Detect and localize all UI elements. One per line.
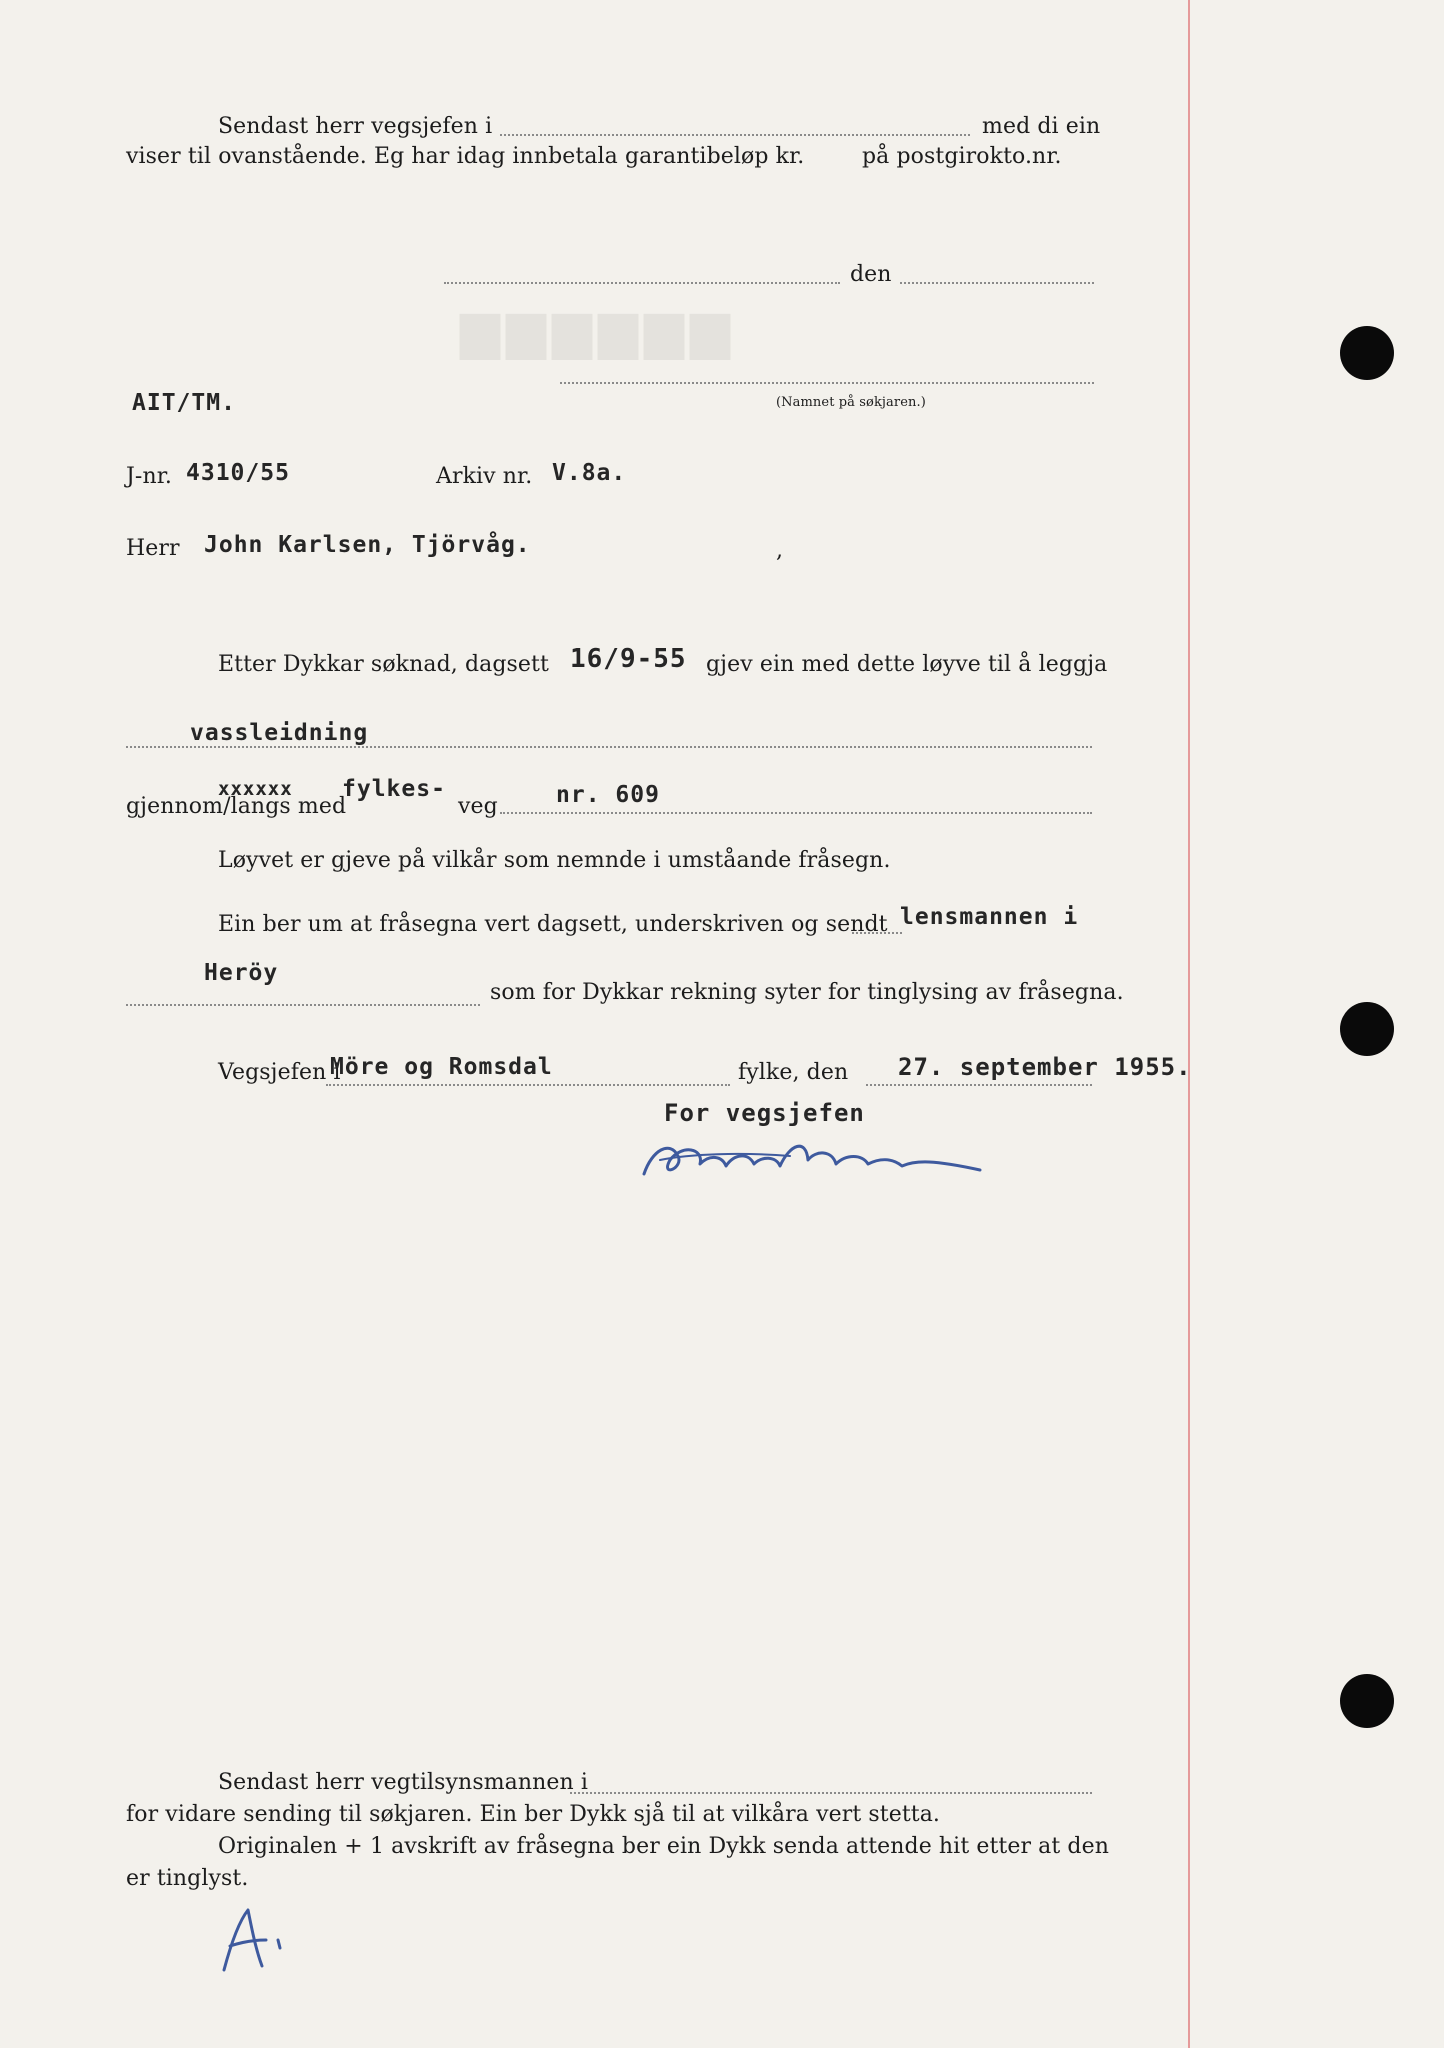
header-line1-start: Sendast herr vegsjefen i (218, 114, 493, 139)
punch-hole-top (1340, 326, 1394, 380)
applicant-caption: (Namnet på søkjaren.) (776, 395, 926, 410)
struck-text: xxxxxx (218, 778, 293, 800)
reference-initials: AIT/TM. (132, 390, 236, 416)
jnr-value: 4310/55 (186, 460, 290, 486)
permit-object-line (126, 746, 1092, 748)
applicant-name-field (560, 382, 1094, 384)
permit-send-text: Ein ber um at fråsegna vert dagsett, underskriven og sendt (218, 912, 888, 937)
place-field (444, 282, 840, 284)
veg-label: veg (458, 794, 498, 819)
punch-hole-bottom (1340, 1674, 1394, 1728)
bleed-through-heading: ▆▆▆▆▆▆ (460, 300, 736, 360)
vegtilsynsmann-location-field (570, 1792, 1092, 1794)
application-date: 16/9-55 (570, 644, 687, 674)
permit-line1-start: Etter Dykkar søknad, dagsett (218, 652, 549, 677)
recipient-line (852, 932, 902, 934)
issue-date: 27. september 1955. (898, 1053, 1192, 1081)
footer-line3: Originalen + 1 avskrift av fråsegna ber ein Dykk senda attende hit etter at den (218, 1834, 1110, 1859)
footer-line2: for vidare sending til søkjaren. Ein ber Dykk sjå til at vilkåra vert stetta. (126, 1802, 941, 1827)
red-margin-line (1188, 0, 1190, 2048)
jnr-label: J-nr. (126, 464, 173, 489)
municipality: Heröy (204, 960, 279, 986)
through-label: gjennom/langs med (126, 794, 347, 819)
permit-line1-end: gjev ein med dette løyve til å leggja (706, 652, 1108, 677)
footer-line4: er tinglyst. (126, 1866, 249, 1891)
addressee-comma: , (776, 538, 784, 563)
handwritten-signature (630, 1130, 1010, 1190)
vegsjefen-location-field (500, 134, 970, 136)
arkiv-value: V.8a. (552, 460, 627, 486)
county-line (326, 1084, 730, 1086)
den-label: den (850, 262, 892, 287)
addressee-name: John Karlsen, Tjörvåg. (204, 532, 531, 558)
recipient: lensmannen i (900, 904, 1079, 930)
fylke-label: fylke, den (738, 1060, 849, 1085)
municipality-line (126, 1004, 480, 1006)
date-field (900, 282, 1094, 284)
road-number-line (500, 812, 1092, 814)
header-line2-start: viser til ovanstående. Eg har idag innbetala garantibeløp kr. (126, 144, 805, 169)
county: Möre og Romsdal (330, 1054, 553, 1080)
header-line1-end: med di ein (982, 114, 1101, 139)
issue-date-line (866, 1084, 1092, 1086)
road-type: fylkes- (342, 776, 446, 802)
footer-line1: Sendast herr vegtilsynsmannen i (218, 1770, 589, 1795)
punch-hole-middle (1340, 1002, 1394, 1056)
road-number: nr. 609 (556, 782, 660, 808)
permit-fee-text: som for Dykkar rekning syter for tinglysing av fråsegna. (490, 980, 1124, 1005)
addressee-label: Herr (126, 536, 180, 561)
vegsjefen-label: Vegsjefen i (218, 1060, 341, 1085)
for-vegsjefen: For vegsjefen (664, 1099, 865, 1127)
permit-object: vassleidning (190, 720, 369, 746)
handwritten-initials (210, 1900, 330, 1980)
header-line2-end: på postgirokto.nr. (862, 144, 1062, 169)
permit-conditions: Løyvet er gjeve på vilkår som nemnde i umståande fråsegn. (218, 848, 891, 873)
arkiv-label: Arkiv nr. (436, 464, 533, 489)
